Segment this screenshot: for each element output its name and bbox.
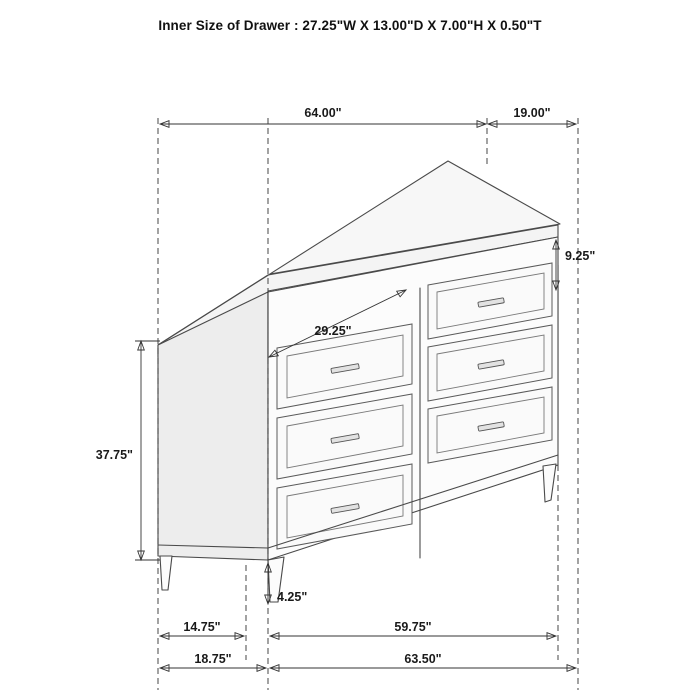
dimension-label-top-depth: 19.00" <box>513 106 551 120</box>
dimension-top-drawer-height <box>553 240 596 290</box>
dimension-label-top-width: 64.00" <box>304 106 342 120</box>
dimension-top-width <box>160 106 486 127</box>
dimension-label-side-depth: 14.75" <box>183 620 221 634</box>
dimension-label-front-width: 59.75" <box>394 620 432 634</box>
dimension-label-base-depth: 18.75" <box>194 652 232 666</box>
dimension-top-depth <box>488 106 576 127</box>
dresser-side-panel <box>158 292 268 560</box>
dimension-label-overall-height: 37.75" <box>95 448 133 462</box>
dimension-label-leg-height: 4.25" <box>277 590 308 604</box>
dimension-base-width <box>270 652 576 671</box>
dimension-front-width <box>270 620 556 639</box>
dresser-illustration <box>158 161 560 602</box>
dimension-side-depth <box>160 620 244 639</box>
dimension-overall-height <box>96 341 160 560</box>
dimension-label-top-inner-width: 29.25" <box>314 324 352 338</box>
page-title: Inner Size of Drawer : 27.25"W X 13.00"D X 7.00"H X 0.50"T <box>158 18 542 33</box>
dimension-label-top-drawer-height: 9.25" <box>565 249 596 263</box>
leg-front-right <box>543 464 556 502</box>
dimension-base-depth <box>160 652 266 671</box>
leg-back-left <box>160 556 172 590</box>
dimension-label-base-width: 63.50" <box>404 652 442 666</box>
